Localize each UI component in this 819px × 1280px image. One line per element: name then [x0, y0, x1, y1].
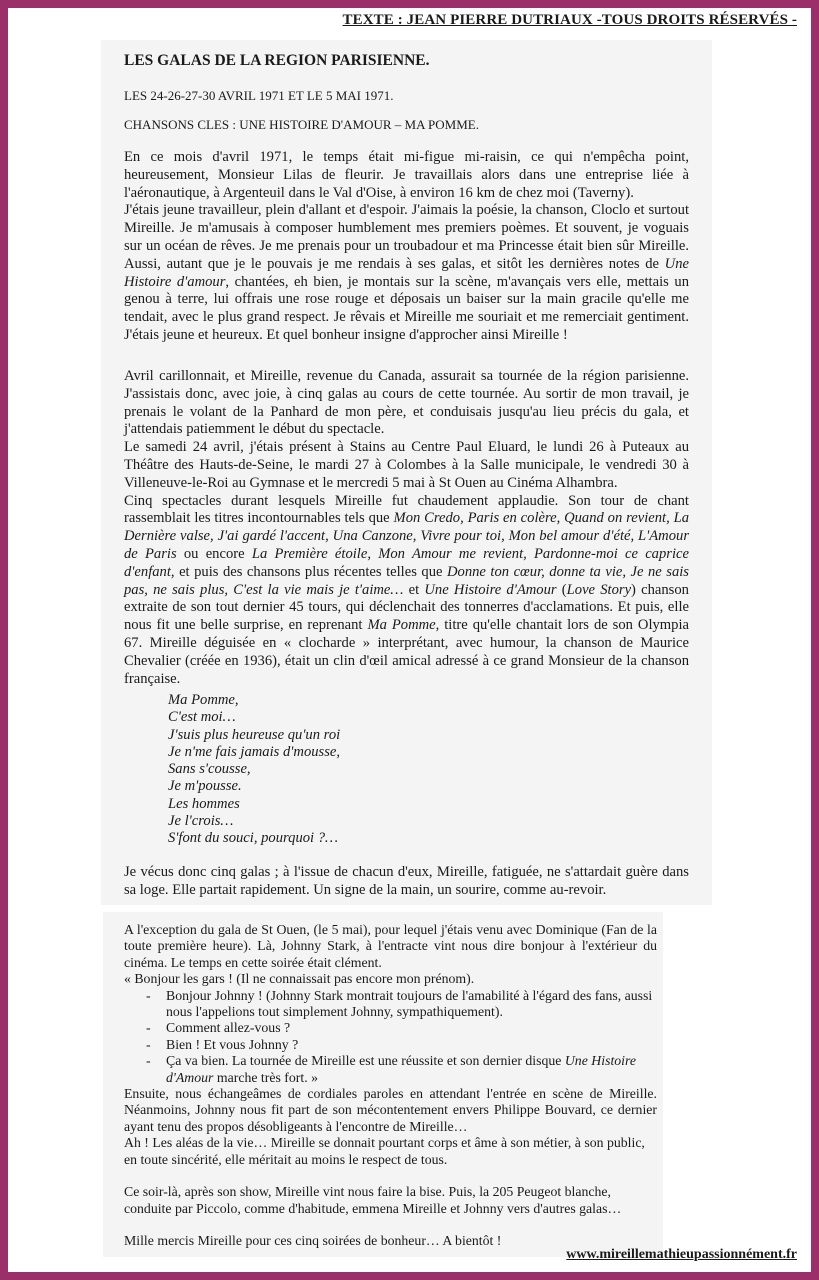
dialog-line: - Bonjour Johnny ! (Johnny Stark montrait toujours de l'amabilité à l'égard des fans, aussi nous l'appelions tout simplement Johnny, sympathiquement). [124, 988, 657, 1021]
article-key-songs: CHANSONS CLES : UNE HISTOIRE D'AMOUR – MA POMME. [124, 117, 479, 132]
paragraph-tour-part-3 [124, 493, 689, 689]
website-link[interactable]: www.mireillemathieupassionnément.fr [566, 1247, 797, 1262]
lyric-line: Je n'me fais jamais d'mousse, [168, 743, 341, 760]
dialog-line: - Comment allez-vous ? [124, 1020, 657, 1036]
tour-text: , titre qu'elle chantait lors de son Olympia 67. Mireille déguisée en « clocharde » interprétant, avec humour, la chanson de Maurice Chevalier (créée en 1936), était un clin d'œil amical adressé à ce grand Monsieur de la chanson française. [124, 617, 689, 687]
lyric-line: S'font du souci, pourquoi ?… [168, 830, 339, 847]
paragraph-intro-part-1: En ce mois d'avril 1971, le temps était mi-figue mi-raisin, ce qui n'empêcha point, heureusement, Monsieur Lilas de fleurir. Je travaillais alors dans une entreprise liée à l'aéronautique, à Argenteuil dans le Val d'Oise, à environ 16 km de chez moi (Taverny). [124, 149, 689, 201]
paragraph-tour [124, 368, 689, 688]
lyric-line: J'suis plus heureuse qu'un roi [168, 726, 341, 743]
paragraph-intro [124, 149, 689, 345]
copyright-header: TEXTE : JEAN PIERRE DUTRIAUX -TOUS DROITS RÉSERVÉS - [342, 12, 797, 28]
anecdote-paragraph: Ah ! Les aléas de la vie… Mireille se donnait pourtant corps et âme à son métier, à son public, en toute sincérité, elle méritait au moins le respect de tous. [124, 1135, 645, 1167]
song-list: Mon Credo, Paris en colère, Quand on revient, La Dernière valse, J'ai gardé l'accent, Una Canzone, Vivre pour toi, Mon bel amour d'été, L'Amour de Paris [124, 510, 690, 562]
tour-text: ) chanson extraite de son tout dernier 45 tours, qui déclenchait des tonnerres d'acclamations. Et puis, elle nous fit une belle surprise, en reprenant [124, 581, 689, 634]
spacer [124, 1217, 657, 1233]
anecdote-paragraph: Ce soir-là, après son show, Mireille vint nous faire la bise. Puis, la 205 Peugeot blanche, conduite par Piccolo, comme d'habitude, emmena Mireille et Johnny vers d'autres galas… [124, 1184, 622, 1216]
paragraph-conclusion-text: Je vécus donc cinq galas ; à l'issue de chacun d'eux, Mireille, fatiguée, ne s'attardait guère dans sa loge. Elle partait rapidement. Un signe de la main, un sourire, comme au-revoir. [124, 864, 689, 898]
closing-line: Mille mercis Mireille pour ces cinq soirées de bonheur… A bientôt ! [124, 1232, 502, 1248]
song-title: Une Histoire d'Amour [166, 1053, 636, 1085]
tour-text: et puis des chansons plus récentes telles que [179, 563, 443, 580]
lyric-line: C'est moi… [168, 709, 236, 726]
intro-text: J'étais jeune travailleur, plein d'allant et d'espoir. J'aimais la poésie, la chanson, Cloclo et surtout Mireille. Je m'amusais à composer humblement mes premiers poèmes. Et souvent, je voguais sur un océan de rêves. Je me prenais pour un troubadour et ma Princesse était bien sûr Mireille. Aussi, autant que je le pouvais je me rendais à ses galas, et sitôt les dernières notes de [124, 202, 689, 272]
article-title: LES GALAS DE LA REGION PARISIENNE. [124, 52, 430, 69]
anecdote-intro: A l'exception du gala de St Ouen, (le 5 mai), pour lequel j'étais venu avec Dominique (Fan de la toute première heure). Là, Johnny Stark, à l'entracte vint nous dire bonjour à l'extérieur du cinéma. Le temps en cette soirée était clément. [124, 922, 657, 970]
lyric-line: Ma Pomme, [168, 692, 239, 708]
song-title: Ma Pomme [367, 617, 436, 634]
paragraph-tour-part-1: Avril carillonnait, et Mireille, revenue du Canada, assurait sa tournée de la région parisienne. J'assistais donc, avec joie, à cinq galas au cours de cette tournée. Au sortir de mon travail, je prenais le volant de la Panhard de mon père, et conduisais jusqu'au lieu précis du gala, et j'attendais patiemment le début du spectacle. [124, 368, 689, 438]
song-lyrics [168, 692, 340, 848]
song-title: Love Story [566, 581, 632, 598]
dialog-line [124, 1053, 657, 1086]
intro-text: , chantées, eh bien, je montais sur la scène, m'avançais vers elle, mettais un genou à terre, lui offrais une rose rouge et déposais un baiser sur la main gracile qu'elle me tendait, avec le plus grand respect. Je rêvais et Mireille me souriait et me remerciait gentiment. J'étais jeune et heureux. Et quel bonheur insigne d'approcher ainsi Mireille ! [124, 273, 689, 343]
anecdote-section [124, 922, 657, 1249]
dialog-line: - Bien ! Et vous Johnny ? [124, 1037, 657, 1053]
tour-text: Cinq spectacles durant lesquels Mireille fut chaudement applaudie. Son tour de chant rassemblait les titres incontournables tels que [124, 492, 689, 527]
anecdote-paragraph: Ensuite, nous échangeâmes de cordiales paroles en attendant l'entrée en scène de Mireille. Néanmoins, Johnny nous fit part de son mécontentement envers Philippe Bouvard, ce dernier ayant tenu des propos désobligeants à l'encontre de Mireille… [124, 1086, 657, 1134]
lyric-line: Les hommes [168, 795, 240, 812]
song-list: Donne ton cœur, donne ta vie, Je ne sais pas, ne sais plus, C'est la vie mais je t'aime… [124, 563, 689, 598]
dialog-text: marche très fort. » [216, 1069, 319, 1085]
dialog-text: Ça va bien. La tournée de Mireille est une réussite et son dernier disque [166, 1053, 562, 1069]
anecdote-greeting: « Bonjour les gars ! (Il ne connaissait pas encore mon prénom). [124, 971, 475, 987]
paragraph-tour-part-2: Le samedi 24 avril, j'étais présent à Stains au Centre Paul Eluard, le lundi 26 à Puteaux au Théâtre des Hauts-de-Seine, le mardi 27 à Colombes à la Salle municipale, le vendredi 30 à Villeneuve-le-Roi au Gymnase et le mercredi 5 mai à St Ouen au Cinéma Alhambra. [124, 439, 689, 491]
article-dates: LES 24-26-27-30 AVRIL 1971 ET LE 5 MAI 1971. [124, 88, 394, 103]
paragraph-intro-part-2 [124, 202, 689, 344]
lyric-line: Sans s'cousse, [168, 761, 251, 778]
paragraph-conclusion [124, 864, 689, 900]
lyric-line: Je l'crois… [168, 813, 234, 830]
lyric-line: Je m'pousse. [168, 778, 242, 795]
tour-text: ou encore [183, 545, 245, 562]
song-title: Une Histoire d'Amour [424, 581, 557, 598]
tour-text: ( [561, 581, 567, 598]
song-title: Une Histoire d'amour [124, 255, 689, 290]
spacer [124, 1168, 657, 1184]
song-list: La Première étoile, Mon Amour me revient, Pardonne-moi ce caprice d'enfant, [124, 545, 689, 580]
tour-text: et [408, 581, 420, 598]
